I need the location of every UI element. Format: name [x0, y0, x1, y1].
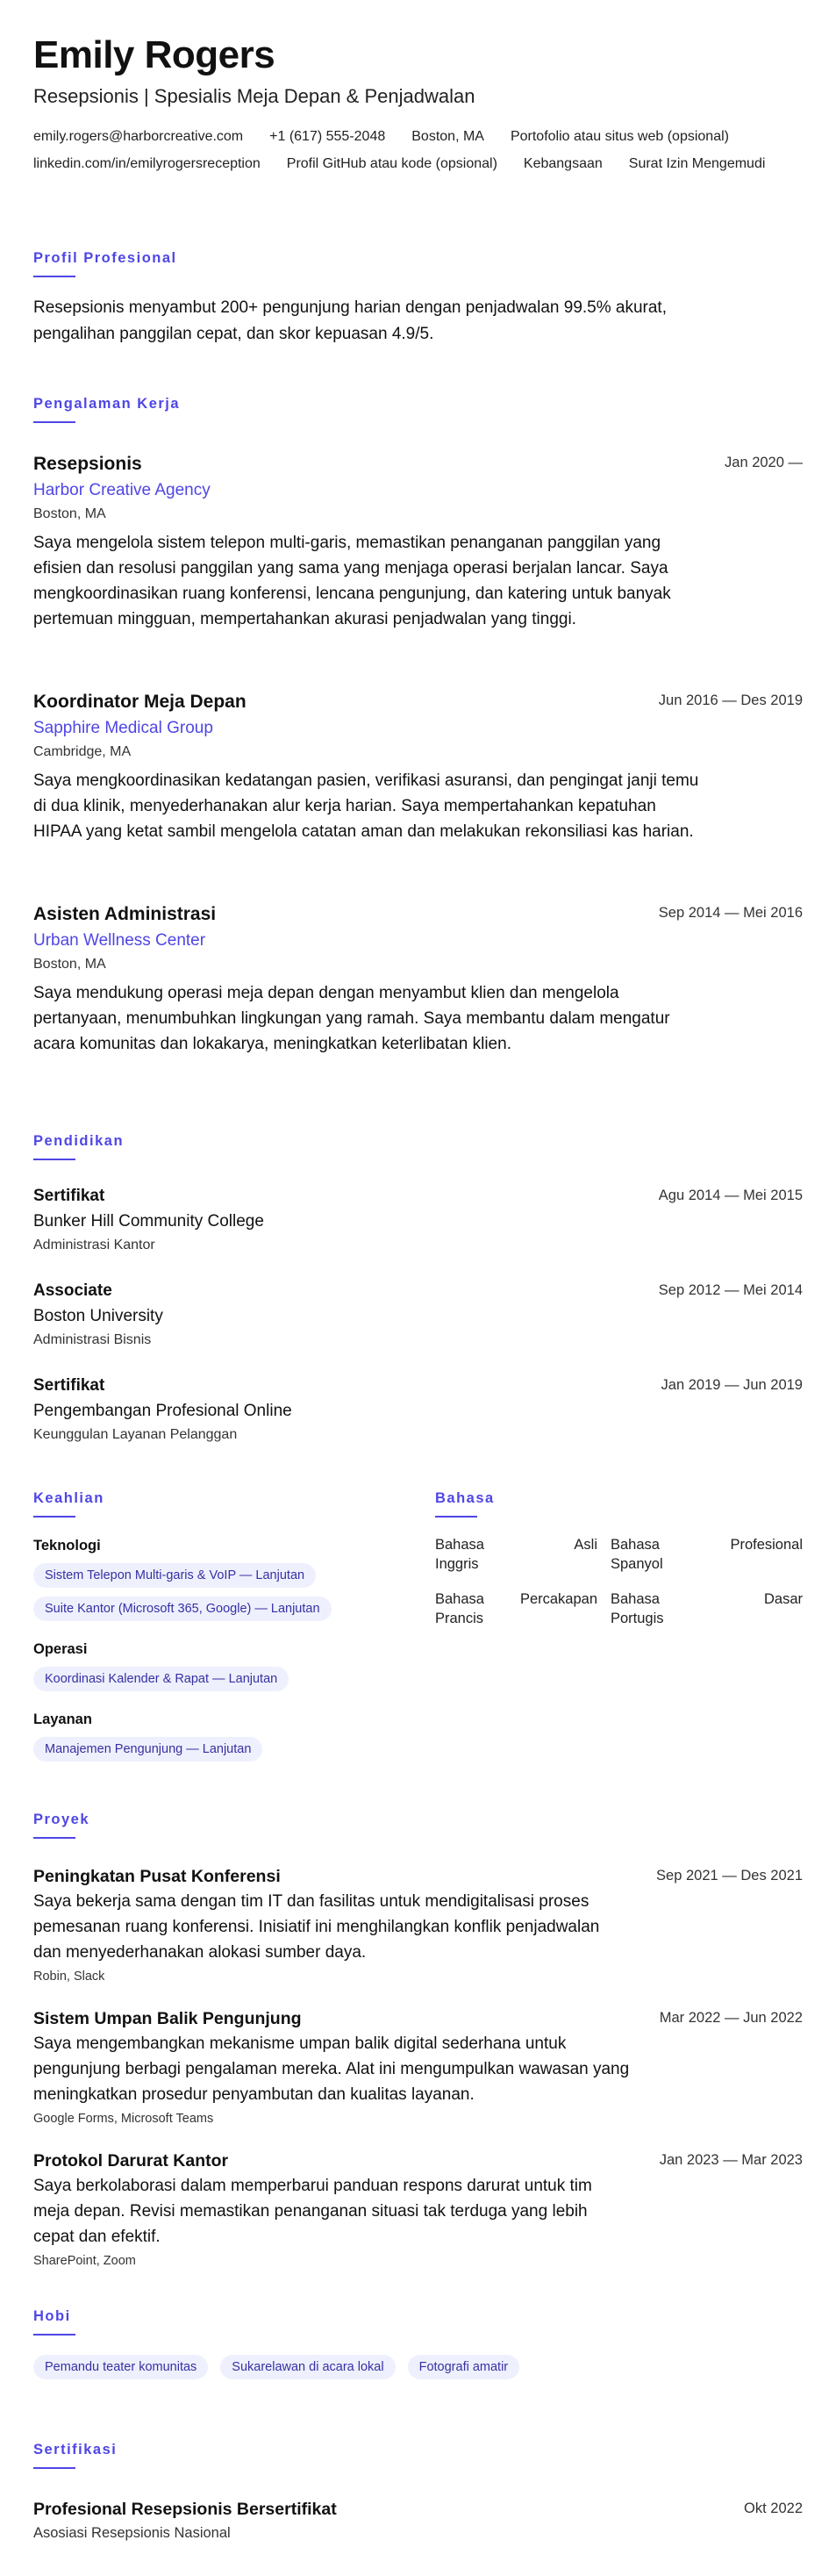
- skill-tags: [33, 1667, 435, 1691]
- skills-section: [33, 1489, 435, 1762]
- project-description: Saya bekerja sama dengan tim IT dan fasilitas untuk mendigitalisasi proses pemesanan ruang konferensi. Inisiatif ini menghilangkan konflik penjadwalan dan menyederhanakan alokasi sumber daya.: [33, 1892, 600, 1962]
- job-date: Jan 2020 —: [725, 455, 803, 470]
- hobbies-section: [33, 2307, 803, 2379]
- hobby-list: [33, 2355, 803, 2379]
- language-item: [435, 1535, 611, 1574]
- company-name: Urban Wellness Center: [33, 931, 206, 950]
- job-title: Koordinator Meja Depan: [33, 692, 247, 712]
- projects-section: [33, 1811, 803, 1839]
- project-description: Saya mengembangkan mekanisme umpan balik digital sederhana untuk pengunjung berbagi pengalaman mereka. Alat ini mengumpulkan wawasan yang meningkatkan prosedur penyambutan dan kualitas layanan.: [33, 2034, 630, 2104]
- project-date: Sep 2021 — Des 2021: [656, 1868, 803, 1884]
- contact-nationality: Kebangsaan: [523, 156, 603, 171]
- candidate-name: Emily Rogers: [33, 33, 275, 76]
- job-date: Sep 2014 — Mei 2016: [658, 905, 803, 921]
- project-entry: [33, 1866, 803, 1984]
- education-date: Agu 2014 — Mei 2015: [658, 1188, 803, 1203]
- contact-phone[interactable]: +1 (617) 555-2048: [269, 129, 386, 144]
- resume-header: [33, 33, 803, 173]
- job-location: Boston, MA: [33, 506, 106, 521]
- contact-linkedin[interactable]: linkedin.com/in/emilyrogersreception: [33, 156, 261, 171]
- section-title-summary: Profil Profesional: [33, 250, 177, 266]
- project-description: Saya berkolaborasi dalam memperbarui panduan respons darurat untuk tim meja depan. Revisi memastikan penanganan situasi tak terduga yang lebih cepat dan efektif.: [33, 2177, 592, 2246]
- experience-entry: [33, 453, 803, 632]
- job-title: Asisten Administrasi: [33, 904, 217, 924]
- school-name: Pengembangan Profesional Online: [33, 1402, 292, 1420]
- skill-tag: Manajemen Pengunjung — Lanjutan: [33, 1737, 262, 1762]
- degree-title: Sertifikat: [33, 1187, 105, 1205]
- section-title-education: Pendidikan: [33, 1133, 125, 1149]
- project-tools: SharePoint, Zoom: [33, 2254, 136, 2268]
- contact-portfolio[interactable]: Portofolio atau situs web (opsional): [510, 129, 729, 144]
- language-name: Bahasa Inggris: [435, 1537, 484, 1572]
- field-of-study: Keunggulan Layanan Pelanggan: [33, 1427, 238, 1442]
- education-date: Jan 2019 — Jun 2019: [661, 1377, 803, 1393]
- field-of-study: Administrasi Kantor: [33, 1238, 155, 1252]
- education-entry: [33, 1186, 803, 1254]
- skill-tag: Koordinasi Kalender & Rapat — Lanjutan: [33, 1667, 289, 1691]
- hobby-tag: Sukarelawan di acara lokal: [220, 2355, 395, 2379]
- section-divider: [33, 1837, 75, 1839]
- project-date: Jan 2023 — Mar 2023: [659, 2152, 803, 2168]
- section-title-skills: Keahlian: [33, 1490, 104, 1506]
- candidate-headline: Resepsionis | Spesialis Meja Depan & Penjadwalan: [33, 85, 475, 107]
- section-divider: [33, 1159, 75, 1160]
- section-divider: [33, 2334, 75, 2336]
- language-item: [611, 1535, 803, 1574]
- section-divider: [33, 2467, 75, 2469]
- company-name: Harbor Creative Agency: [33, 481, 211, 499]
- skill-tag: Suite Kantor (Microsoft 365, Google) — Lanjutan: [33, 1597, 332, 1621]
- language-name: Bahasa Prancis: [435, 1591, 484, 1626]
- hobby-tag: Fotografi amatir: [408, 2355, 520, 2379]
- education-entry: [33, 1375, 803, 1444]
- certification-issuer: Asosiasi Resepsionis Nasional: [33, 2525, 231, 2541]
- contact-driving-license: Surat Izin Mengemudi: [628, 156, 766, 171]
- contact-location: Boston, MA: [411, 129, 484, 144]
- project-entry: [33, 2150, 803, 2269]
- certification-title: Profesional Resepsionis Bersertifikat: [33, 2500, 337, 2519]
- language-item: [611, 1589, 803, 1628]
- degree-title: Associate: [33, 1281, 112, 1300]
- education-section: [33, 1132, 803, 1160]
- certifications-section: [33, 2441, 803, 2469]
- experience-entry: [33, 903, 803, 1057]
- experience-section: [33, 395, 803, 423]
- section-title-experience: Pengalaman Kerja: [33, 396, 181, 412]
- job-description: Saya mengelola sistem telepon multi-garis, memastikan penanganan panggilan yang efisien dan resolusi panggilan yang sama yang menjaga operasi berjalan lancar. Saya mengkoordinasikan ruang konferensi, lencana pengunjung, dan katering untuk banyak pertemuan mingguan, mempertahankan akurasi penjadwalan yang tinggi.: [33, 534, 671, 628]
- skill-tags: [33, 1597, 435, 1621]
- contact-github[interactable]: Profil GitHub atau kode (opsional): [286, 156, 497, 171]
- skill-category: Operasi: [33, 1641, 88, 1657]
- field-of-study: Administrasi Bisnis: [33, 1332, 152, 1347]
- certification-date: Okt 2022: [744, 2501, 803, 2516]
- hobby-tag: Pemandu teater komunitas: [33, 2355, 208, 2379]
- language-name: Bahasa Portugis: [611, 1591, 664, 1626]
- skill-category: Teknologi: [33, 1538, 101, 1553]
- job-description: Saya mendukung operasi meja depan dengan menyambut klien dan mengelola pertanyaan, menumbuhkan lingkungan yang ramah. Saya membantu dalam mengatur acara komunitas dan lokakarya, meningkatkan keterlibatan klien.: [33, 984, 670, 1053]
- language-level: Dasar: [763, 1591, 803, 1607]
- project-entry: [33, 2008, 803, 2127]
- skill-category: Layanan: [33, 1711, 92, 1727]
- contact-email[interactable]: emily.rogers@harborcreative.com: [33, 129, 244, 144]
- section-divider: [33, 421, 75, 423]
- project-title: Peningkatan Pusat Konferensi: [33, 1867, 281, 1886]
- section-title-hobbies: Hobi: [33, 2308, 71, 2324]
- job-location: Boston, MA: [33, 957, 106, 972]
- summary-section: [33, 249, 803, 348]
- certification-entry: [33, 2499, 803, 2543]
- project-date: Mar 2022 — Jun 2022: [659, 2010, 803, 2026]
- company-name: Sapphire Medical Group: [33, 719, 213, 737]
- project-title: Sistem Umpan Balik Pengunjung: [33, 2009, 302, 2028]
- summary-text: Resepsionis menyambut 200+ pengunjung harian dengan penjadwalan 99.5% akurat, pengalihan panggilan cepat, dan skor kepuasan 4.9/5.: [33, 298, 667, 343]
- section-divider: [33, 1516, 75, 1518]
- skill-tags: [33, 1563, 435, 1588]
- degree-title: Sertifikat: [33, 1376, 105, 1395]
- language-item: [435, 1589, 611, 1628]
- section-divider: [435, 1516, 477, 1518]
- project-tools: Robin, Slack: [33, 1970, 105, 1984]
- section-title-projects: Proyek: [33, 1812, 90, 1827]
- section-divider: [33, 276, 75, 277]
- project-tools: Google Forms, Microsoft Teams: [33, 2112, 214, 2126]
- language-list: [435, 1535, 803, 1628]
- education-date: Sep 2012 — Mei 2014: [658, 1282, 803, 1298]
- language-level: Percakapan: [519, 1591, 597, 1607]
- skill-tag: Sistem Telepon Multi-garis & VoIP — Lanjutan: [33, 1563, 316, 1588]
- section-title-languages: Bahasa: [435, 1490, 495, 1506]
- contact-list: [33, 128, 803, 173]
- job-title: Resepsionis: [33, 454, 142, 474]
- experience-entry: [33, 691, 803, 844]
- skill-tags: [33, 1737, 435, 1762]
- job-date: Jun 2016 — Des 2019: [658, 692, 803, 708]
- section-title-certifications: Sertifikasi: [33, 2442, 118, 2458]
- job-description: Saya mengkoordinasikan kedatangan pasien, verifikasi asuransi, dan pengingat janji temu di dua klinik, menyederhanakan alur kerja harian. Saya mempertahankan kepatuhan HIPAA yang ketat sambil mengelola catatan aman dan melakukan rekonsiliasi kas harian.: [33, 771, 699, 841]
- school-name: Bunker Hill Community College: [33, 1212, 264, 1231]
- language-name: Bahasa Spanyol: [611, 1537, 663, 1572]
- project-title: Protokol Darurat Kantor: [33, 2151, 229, 2171]
- languages-section: [435, 1489, 803, 1762]
- school-name: Boston University: [33, 1307, 163, 1325]
- language-level: Asli: [574, 1537, 597, 1553]
- skills-languages-row: [33, 1489, 803, 1762]
- job-location: Cambridge, MA: [33, 744, 132, 759]
- education-entry: [33, 1281, 803, 1349]
- language-level: Profesional: [730, 1537, 803, 1553]
